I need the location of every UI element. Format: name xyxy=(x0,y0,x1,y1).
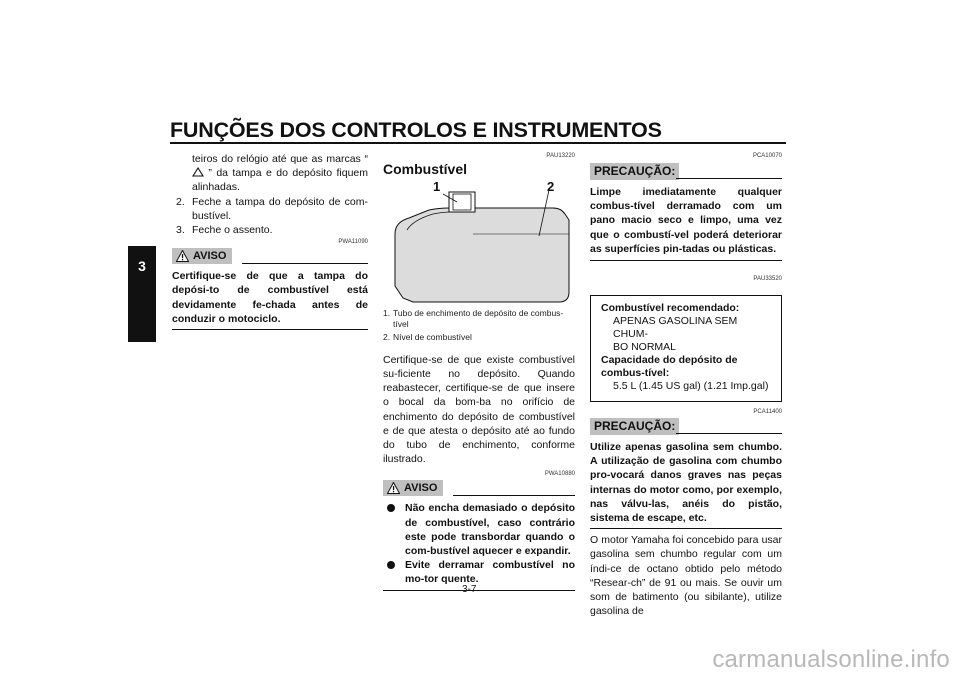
caution-2-badge: PRECAUÇÃO: xyxy=(590,418,679,435)
fuel-paragraph: Certifique-se de que existe combustível su-ficiente no depósito. Quando reabastecer, certifique-se de que insere o bocal da bom-ba no orifício de enchimento do depósito de combustível e de que atesta o depósito até ao fundo do tubo de enchimento, conforme ilustrado. xyxy=(383,353,575,466)
aviso-bullet-2 xyxy=(383,558,575,586)
caution-1-badge: PRECAUÇÃO: xyxy=(590,163,679,180)
aviso-label: AVISO xyxy=(404,482,438,495)
caution-1-text: Limpe imediatamente qualquer combus-tível derramado com um pano macio seco e limpo, uma vez que o combustí-vel poderá deteriorar as superfícies pin-tadas ou plásticas. xyxy=(590,186,782,255)
aviso-bullet-1-text: Não encha demasiado o depósito de combustível, caso contrário este pode transbordar quando o com-bustível aquecer e expandir. xyxy=(405,502,575,557)
bullet-icon xyxy=(387,561,395,569)
aviso-header xyxy=(383,480,575,498)
section-tab xyxy=(128,246,156,342)
aviso-code: PWA10880 xyxy=(544,471,575,478)
continuation-head: teiros do relógio até que as marcas “ xyxy=(192,153,368,165)
caution-1-end-rule xyxy=(590,260,782,261)
aviso-label: AVISO xyxy=(193,250,227,263)
continuation-tail: ” da tampa e do depósito fiquem alinhadas. xyxy=(192,167,368,194)
caution-2-code: PCA11400 xyxy=(753,409,782,416)
section-tab-number: 3 xyxy=(138,258,146,274)
aviso-header xyxy=(172,248,368,266)
title-rule xyxy=(170,142,786,144)
fuel-tank-drawing xyxy=(383,180,575,304)
caption-2-text: Nível de combustível xyxy=(393,332,472,343)
section-code: PAU13220 xyxy=(546,153,575,159)
caution-1-code: PCA10070 xyxy=(752,153,782,159)
caution-2-header-line xyxy=(676,433,782,434)
step-3 xyxy=(172,223,368,237)
step-3-number: 3. xyxy=(176,224,185,237)
step-2 xyxy=(172,195,368,223)
aviso-badge xyxy=(383,480,443,496)
spec-value-1b: BO NORMAL xyxy=(613,341,677,354)
right-column xyxy=(590,152,782,618)
aviso-code: PWA11090 xyxy=(338,239,368,246)
caution-2-end-rule xyxy=(590,528,782,529)
continuation-text xyxy=(172,152,368,195)
watermark: carmanualsonline.info xyxy=(712,646,950,673)
caption-1-number: 1. xyxy=(383,308,391,319)
callout-2: 2 xyxy=(547,179,555,195)
step-2-number: 2. xyxy=(176,195,185,208)
section-heading: Combustível xyxy=(383,161,468,177)
spec-value-2: 5.5 L (1.45 US gal) (1.21 Imp.gal) xyxy=(613,380,769,393)
page-number: 3-7 xyxy=(462,584,477,595)
bullet-icon xyxy=(387,504,395,512)
aviso-bullet-1 xyxy=(383,501,575,558)
spec-value-1a: APENAS GASOLINA SEM CHUM- xyxy=(613,315,738,341)
aviso-header-line xyxy=(242,263,368,264)
aviso-badge xyxy=(172,248,232,264)
page-title: FUNÇÕES DOS CONTROLOS E INSTRUMENTOS xyxy=(170,118,662,142)
aviso-end-rule xyxy=(172,329,368,330)
caption-2-number: 2. xyxy=(383,332,391,343)
fuel-tank-illustration xyxy=(383,180,575,304)
caption-1-text: Tubo de enchimento de depósito de combus-tível xyxy=(393,308,564,329)
caution-2-text: Utilize apenas gasolina sem chumbo. A utilização de gasolina com chumbo pro-vocará danos graves nas peças internas do motor como, por exemplo, nas válvu-las, anéis do pistão, sistema de escape, etc. xyxy=(590,441,782,525)
caption-item-1 xyxy=(383,308,575,329)
figure-caption xyxy=(383,308,575,343)
warning-triangle-icon xyxy=(387,482,400,494)
closing-paragraph: O motor Yamaha foi concebido para usar gasolina sem chumbo regular com um índi-ce de octano obtido pelo método “Resear-ch” de 91 ou mais. Se ouvir um som de batimento (ou sibilante), utilize gasolina de xyxy=(590,534,782,618)
step-2-text: Feche a tampa do depósito de com-bustível. xyxy=(192,195,368,222)
caution-1-header xyxy=(590,163,782,181)
aviso-end-rule xyxy=(383,590,575,591)
aviso-bullet-2-text: Evite derramar combustível no mo-tor quente. xyxy=(405,559,575,586)
warning-triangle-icon xyxy=(176,250,189,262)
spec-code: PAU33520 xyxy=(753,276,782,283)
spec-label-2: Capacidade do depósito de combus-tível: xyxy=(601,354,738,380)
triangle-mark-icon xyxy=(192,167,204,177)
aviso-text: Certifique-se de que a tampa do depósi-to de combustível está devidamente fe-chada antes de conduzir o motociclo. xyxy=(172,270,368,325)
callout-1: 1 xyxy=(433,179,441,195)
fuel-spec-box xyxy=(590,295,782,402)
middle-column xyxy=(383,152,575,591)
caution-2-header xyxy=(590,418,782,436)
left-column xyxy=(172,152,368,330)
spec-label-1: Combustível recomendado: xyxy=(601,302,740,315)
aviso-header-line xyxy=(453,495,575,496)
caution-1-header-line xyxy=(676,178,782,179)
step-3-text: Feche o assento. xyxy=(192,224,273,237)
caption-item-2 xyxy=(383,332,575,343)
